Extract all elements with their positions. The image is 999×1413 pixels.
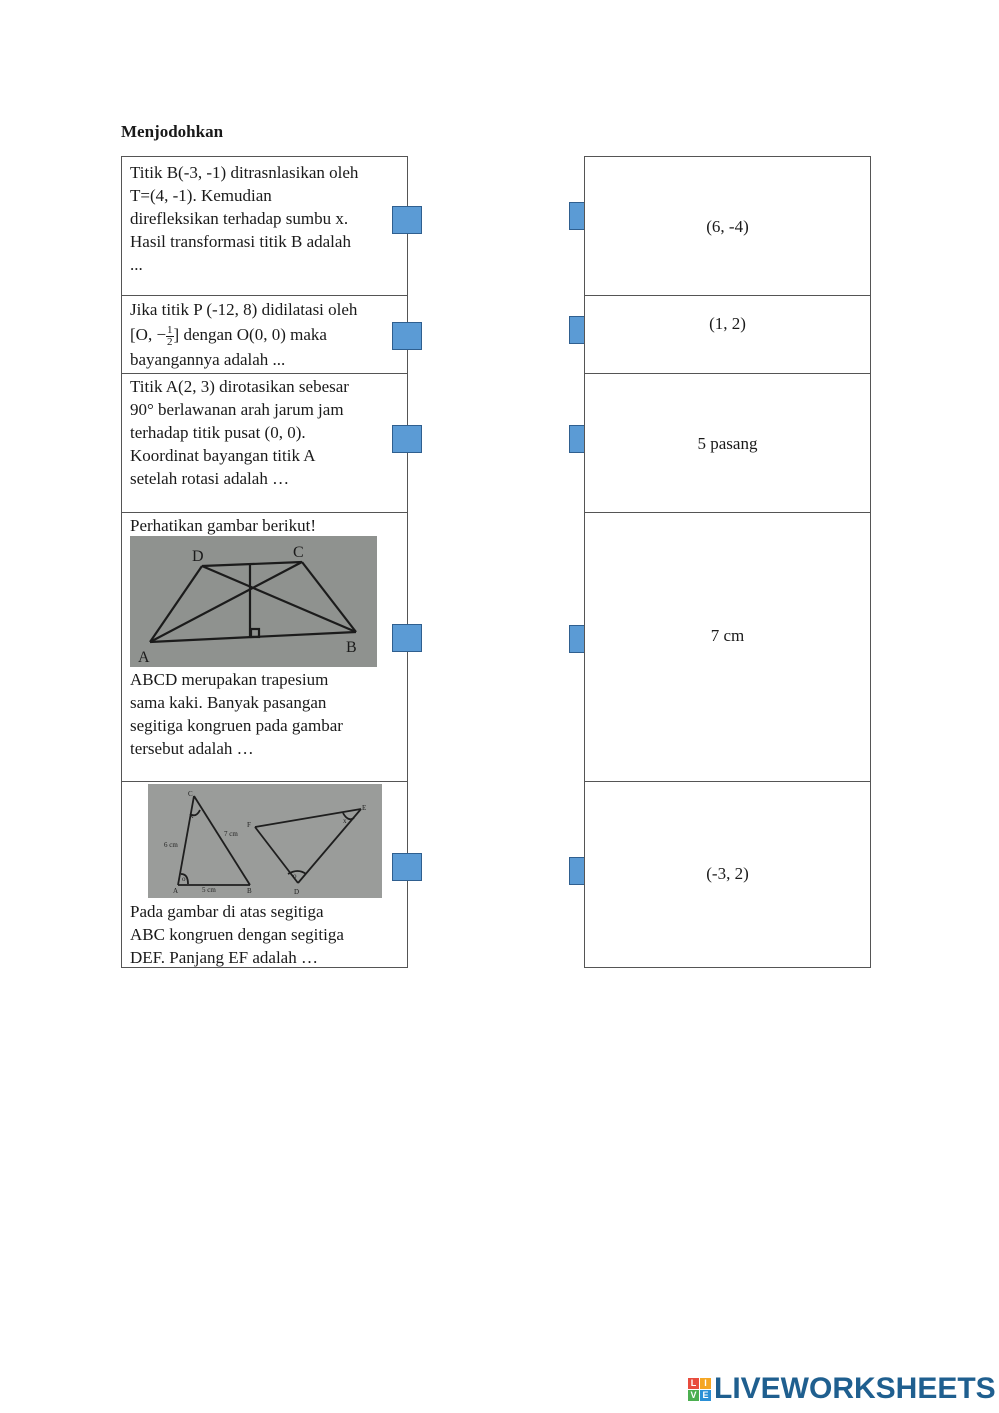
- question-3-connector[interactable]: [392, 425, 422, 453]
- question-4-line: sama kaki. Banyak pasangan: [130, 693, 327, 712]
- question-1-line: Titik B(-3, -1) ditrasnlasikan oleh: [130, 163, 359, 182]
- label-ab: 5 cm: [202, 886, 216, 894]
- triangles-figure: [148, 784, 382, 898]
- question-2-connector[interactable]: [392, 322, 422, 350]
- answer-cell-1: [584, 156, 871, 296]
- answer-cell-2: [584, 295, 871, 374]
- question-cell-2: [121, 295, 408, 374]
- question-2-line: Jika titik P (-12, 8) didilatasi oleh: [130, 300, 358, 319]
- question-2-line: bayangannya adalah ...: [130, 350, 286, 369]
- question-5-line: Pada gambar di atas segitiga: [130, 902, 324, 921]
- question-1-line: ...: [130, 255, 143, 274]
- triangles-diagram: [148, 784, 382, 898]
- question-1-line: direfleksikan terhadap sumbu x.: [130, 209, 349, 228]
- answer-2-text: (1, 2): [709, 314, 746, 333]
- question-5-line: ABC kongruen dengan segitiga: [130, 925, 344, 944]
- question-3-line: Koordinat bayangan titik A: [130, 446, 316, 465]
- label-c: C: [293, 544, 304, 561]
- label-c2: C: [188, 790, 193, 798]
- answer-4-text: 7 cm: [710, 626, 745, 645]
- label-e: E: [362, 804, 367, 812]
- answer-3-text: 5 pasang: [697, 434, 758, 453]
- label-x2: x: [343, 817, 347, 825]
- question-3-line: terhadap titik pusat (0, 0).: [130, 423, 306, 442]
- question-3-line: 90° berlawanan arah jarum jam: [130, 400, 344, 419]
- answer-5-text: (-3, 2): [706, 864, 749, 883]
- question-2-text: ] dengan O(0, 0) maka: [173, 325, 327, 344]
- question-cell-1: [121, 156, 408, 296]
- label-f: F: [247, 821, 251, 829]
- question-4-line: ABCD merupakan trapesium: [130, 670, 329, 689]
- label-b2: B: [247, 887, 252, 895]
- question-1-line: T=(4, -1). Kemudian: [130, 186, 272, 205]
- answer-cell-3: [584, 373, 871, 513]
- logo-text: LIVEWORKSHEETS: [714, 1372, 996, 1405]
- question-2-text: [O, −: [130, 325, 167, 344]
- question-5-line: DEF. Panjang EF adalah …: [130, 948, 318, 967]
- trapezoid-figure: [130, 536, 377, 667]
- question-1-connector[interactable]: [392, 206, 422, 234]
- question-4-intro: Perhatikan gambar berikut!: [130, 516, 316, 535]
- question-5-connector[interactable]: [392, 853, 422, 881]
- label-b: B: [346, 639, 357, 656]
- label-a: A: [138, 649, 150, 666]
- question-1-line: Hasil transformasi titik B adalah: [130, 232, 351, 251]
- page-title: Menjodohkan: [121, 122, 224, 141]
- question-4-line: tersebut adalah …: [130, 739, 254, 758]
- label-x1: x: [190, 812, 194, 820]
- label-a2: A: [173, 887, 179, 895]
- logo-blocks-icon: L I V E: [688, 1378, 711, 1401]
- label-bc: 7 cm: [224, 830, 238, 838]
- answer-1-text: (6, -4): [706, 217, 749, 236]
- trapezoid-diagram: [130, 536, 377, 667]
- question-4-connector[interactable]: [392, 624, 422, 652]
- answer-cell-4: [584, 512, 871, 782]
- label-d2: D: [294, 888, 300, 896]
- question-cell-3: [121, 373, 408, 513]
- answer-cell-5: [584, 781, 871, 968]
- label-o1: o: [182, 875, 186, 883]
- question-3-line: setelah rotasi adalah …: [130, 469, 290, 488]
- liveworksheets-logo: [688, 1371, 996, 1407]
- label-d: D: [192, 548, 204, 565]
- fraction: $\frac{1}{2}$: [167, 323, 173, 348]
- question-cell-4: [121, 512, 408, 782]
- label-o2: o: [293, 872, 297, 880]
- question-4-line: segitiga kongruen pada gambar: [130, 716, 343, 735]
- label-ac: 6 cm: [164, 841, 178, 849]
- question-3-line: Titik A(2, 3) dirotasikan sebesar: [130, 377, 349, 396]
- question-2-line: [130, 321, 403, 348]
- question-cell-5: [121, 781, 408, 968]
